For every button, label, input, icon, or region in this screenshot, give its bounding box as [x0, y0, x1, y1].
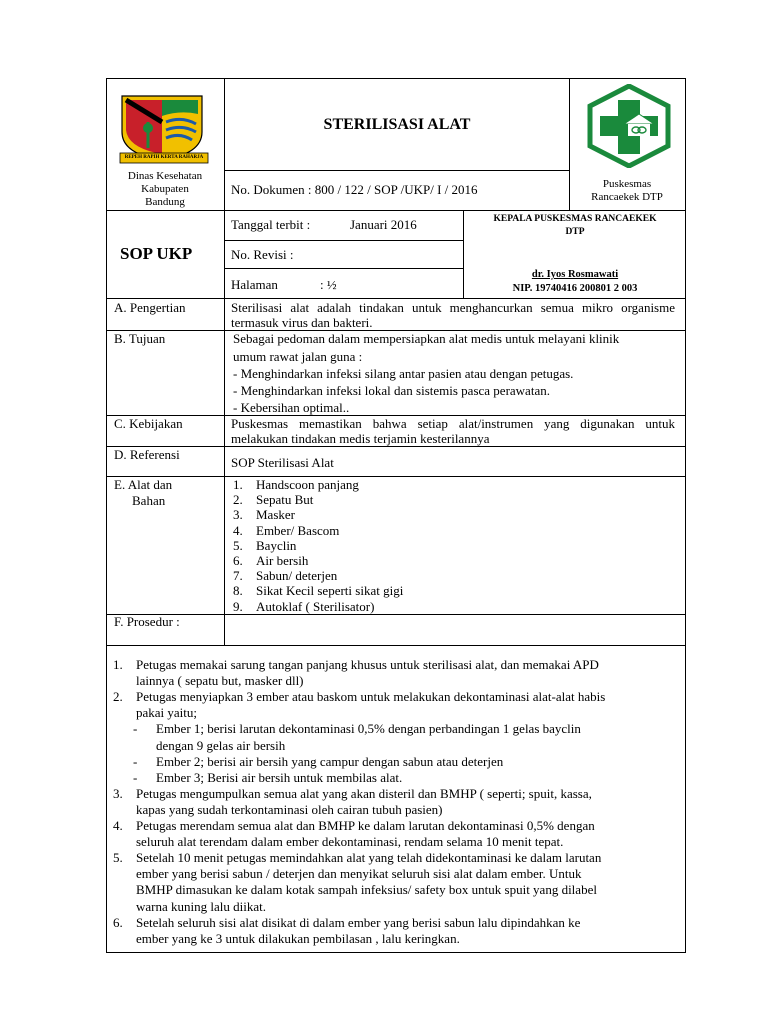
equipment-item: Handscoon panjang	[256, 477, 359, 492]
section-f-label: F. Prosedur :	[114, 614, 180, 629]
halaman-label: Halaman	[231, 277, 278, 292]
equipment-item-number: 5.	[233, 537, 243, 553]
tanggal-label: Tanggal terbit :	[231, 217, 311, 232]
procedure-step-line: pakai yaitu;	[136, 705, 198, 721]
procedure-step-line: Setelah 10 menit petugas memindahkan alat yang telah didekontaminasi ke dalam larutan	[136, 850, 602, 866]
kabupaten-bandung-logo	[118, 92, 210, 168]
revisi-label: No. Revisi :	[231, 247, 294, 262]
section-b-line: - Kebersihan optimal..	[233, 400, 350, 415]
procedure-sub-bullet: -	[133, 721, 138, 737]
procedure-sub-bullet: -	[133, 769, 138, 785]
section-a-label: A. Pengertian	[114, 300, 186, 315]
procedure-step-line: seluruh alat terendam dalam ember dekontaminasi, rendam selama 10 menit tepat.	[136, 834, 564, 850]
section-c-text: Puskesmas memastikan bahwa setiap alat/instrumen yang digunakan untuk melakukan tindakan medis terjamin kesterilannya	[231, 416, 675, 446]
procedure-step-line: Petugas mengumpulkan semua alat yang akan disteril dan BMHP ( seperti; spuit, kassa,	[136, 785, 592, 801]
procedure-step-number: 1.	[113, 657, 123, 672]
doc-number: No. Dokumen : 800 / 122 / SOP /UKP/ I / 2016	[231, 182, 478, 197]
equipment-item: Masker	[256, 507, 295, 523]
procedure-step-number: 6.	[113, 914, 123, 930]
equipment-item: Bayclin	[256, 537, 297, 553]
halaman-value: : ½	[320, 277, 337, 292]
section-b-line: Sebagai pedoman dalam mempersiapkan alat medis untuk melayani klinik	[233, 331, 620, 346]
signatory-nip: NIP. 19740416 200801 2 003	[512, 283, 638, 294]
section-a-text: Sterilisasi alat adalah tindakan untuk menghancurkan semua mikro organisme termasuk virus dan bakteri.	[231, 300, 675, 330]
equipment-item-number: 1.	[233, 477, 243, 492]
section-e-label: E. Alat dan	[114, 477, 173, 492]
equipment-item-number: 4.	[233, 522, 243, 538]
section-b-line: - Menghindarkan infeksi lokal dan sistemis pasca perawatan.	[233, 383, 550, 398]
equipment-item-number: 7.	[233, 568, 243, 584]
procedure-sub-line: dengan 9 gelas air bersih	[156, 737, 286, 753]
procedure-step-line: BMHP dimasukan ke dalam kotak sampah infeksius/ safety box untuk spuit yang dilabel	[136, 882, 597, 898]
procedure-step-line: warna kuning lalu diikat.	[136, 898, 266, 914]
equipment-item-number: 9.	[233, 598, 243, 614]
procedure-step-line: kapas yang sudah terkontaminasi oleh cairan tubuh pasien)	[136, 801, 443, 817]
procedure-sub-line: Ember 2; berisi air bersih yang campur dengan sabun atau deterjen	[156, 753, 504, 769]
section-e-label-2: Bahan	[132, 493, 166, 508]
kepala-title: KEPALA PUSKESMAS RANCAEKEK DTP	[493, 214, 657, 237]
right-org-name: Puskesmas Rancaekek DTP	[591, 178, 663, 203]
equipment-item: Ember/ Bascom	[256, 522, 340, 538]
procedure-step-line: Setelah seluruh sisi alat disikat di dalam ember yang berisi sabun lalu dipindahkan ke	[136, 914, 581, 930]
equipment-item-number: 8.	[233, 583, 243, 599]
section-d-text: SOP Sterilisasi Alat	[231, 455, 334, 470]
section-d-label: D. Referensi	[114, 447, 180, 462]
procedure-step-line: ember yang ke 3 untuk dilakukan pembilasan , lalu keringkan.	[136, 930, 460, 946]
procedure-step-number: 3.	[113, 785, 123, 801]
section-c-label: C. Kebijakan	[114, 416, 183, 431]
equipment-item: Air bersih	[256, 553, 309, 568]
procedure-sub-bullet: -	[133, 753, 138, 769]
equipment-item: Sepatu But	[256, 492, 314, 508]
section-b-line: umum rawat jalan guna :	[233, 349, 363, 364]
equipment-item-number: 6.	[233, 553, 243, 568]
procedure-step-line: Petugas memakai sarung tangan panjang khusus untuk sterilisasi alat, dan memakai APD	[136, 657, 599, 672]
section-b-line: - Menghindarkan infeksi silang antar pasien atau dengan petugas.	[233, 366, 574, 381]
left-org-name: Dinas Kesehatan Kabupaten Bandung	[127, 170, 203, 208]
procedure-step-number: 4.	[113, 818, 123, 833]
tanggal-value: Januari 2016	[350, 217, 417, 232]
puskesmas-logo	[584, 84, 674, 168]
section-b-label: B. Tujuan	[114, 331, 166, 346]
procedure-step-line: ember yang berisi sabun / deterjen dan menyikat seluruh sisi alat dalam ember. Untuk	[136, 866, 582, 882]
procedure-step-line: Petugas merendam semua alat dan BMHP ke dalam larutan dekontaminasi 0,5% dengan	[136, 818, 595, 833]
procedure-step-number: 2.	[113, 689, 123, 705]
procedure-sub-line: Ember 1; berisi larutan dekontaminasi 0,5% dengan perbandingan 1 gelas bayclin	[156, 721, 581, 737]
procedure-step-line: lainnya ( sepatu but, masker dll)	[136, 673, 304, 689]
procedure-step-number: 5.	[113, 850, 123, 866]
sop-label: SOP UKP	[120, 244, 193, 263]
procedure-step-line: Petugas menyiapkan 3 ember atau baskom untuk melakukan dekontaminasi alat-alat habis	[136, 689, 606, 705]
logo-ribbon-text: REPEH RAPIH KERTA RAHARJA	[124, 155, 204, 160]
equipment-item: Sikat Kecil seperti sikat gigi	[256, 583, 404, 599]
equipment-item: Sabun/ deterjen	[256, 568, 338, 584]
page-title: STERILISASI ALAT	[323, 116, 471, 133]
procedure-sub-line: Ember 3; Berisi air bersih untuk membilas alat.	[156, 769, 403, 785]
equipment-item-number: 3.	[233, 507, 243, 523]
signatory-name: dr. Iyos Rosmawati	[531, 269, 619, 280]
equipment-item: Autoklaf ( Sterilisator)	[256, 598, 375, 614]
equipment-item-number: 2.	[233, 492, 243, 508]
